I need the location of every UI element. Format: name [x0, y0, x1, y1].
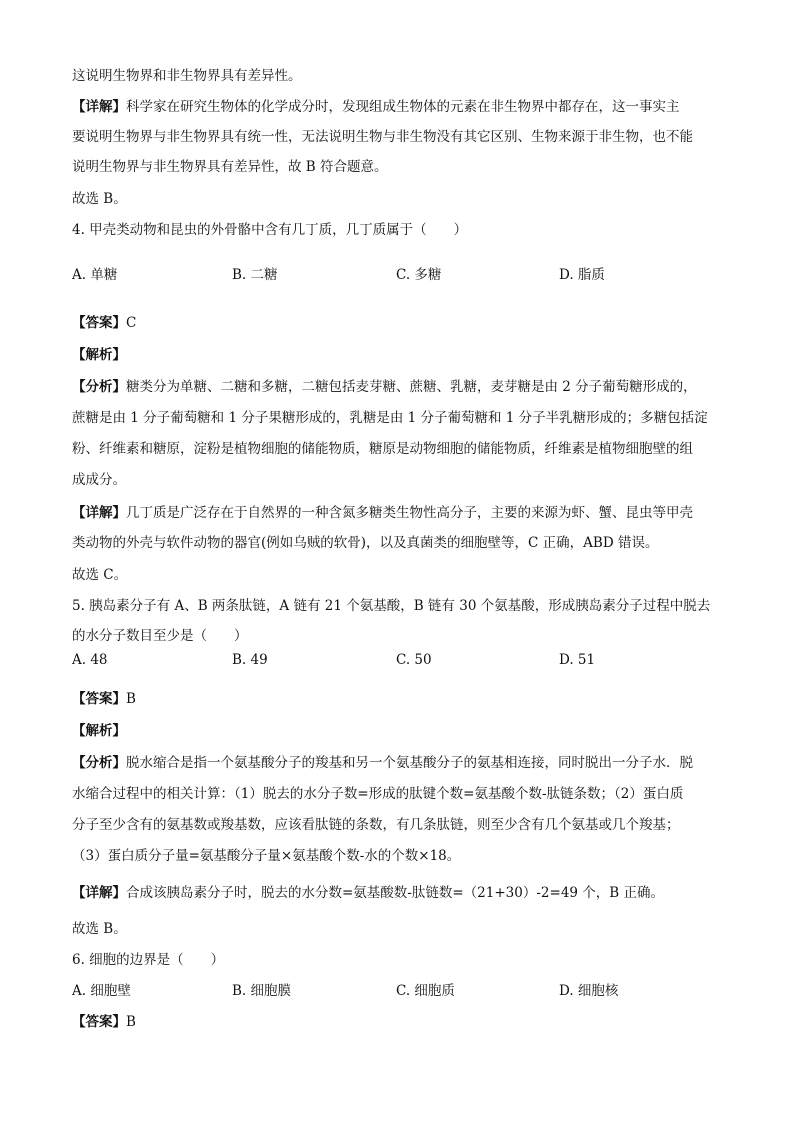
text-line	[72, 1012, 136, 1032]
text-line	[72, 313, 136, 333]
line-text: 水缩合过程中的相关计算：（1）脱去的水分子数=形成的肽键个数=氨基酸个数-肽链条数；（2）蛋白质	[72, 786, 684, 802]
section-tag: 【详解】	[72, 99, 126, 115]
section-tag: 【分析】	[72, 379, 126, 395]
text-line	[72, 220, 467, 240]
answer-option: A. 48	[72, 652, 108, 668]
answer-option: D. 脂质	[559, 267, 605, 283]
text-line	[72, 721, 126, 741]
line-text: 6. 细胞的边界是（ ）	[72, 952, 225, 968]
line-text: 类动物的外壳与软件动物的器官(例如乌贼的软骨)，以及真菌类的细胞壁等，C 正确，ABD 错误。	[72, 535, 659, 551]
line-text: 要说明生物界与非生物界具有统一性，无法说明生物与非生物没有其它区别、生物来源于非生物，也不能	[72, 129, 693, 145]
section-tag: 【解析】	[72, 723, 126, 739]
section-tag: 【详解】	[72, 885, 126, 901]
text-line	[72, 127, 693, 147]
answer-option: D. 51	[559, 652, 596, 668]
answer-option: C. 50	[396, 652, 432, 668]
line-text: 的水分子数目至少是（ ）	[72, 628, 248, 644]
answer-option: B. 二糖	[232, 267, 278, 283]
text-line	[72, 753, 693, 773]
section-tag: 【答案】	[72, 1014, 126, 1030]
line-text: 脱水缩合是指一个氨基酸分子的羧基和另一个氨基酸分子的氨基相连接，同时脱出一分子水．脱	[126, 755, 693, 771]
line-text: 5. 胰岛素分子有 A、B 两条肽链，A 链有 21 个氨基酸，B 链有 30 个氨基酸，形成胰岛素分子过程中脱去	[72, 598, 711, 614]
text-line	[72, 439, 693, 459]
section-tag: 【解析】	[72, 347, 126, 363]
line-text: 成成分。	[72, 472, 126, 488]
line-text: 分子至少含有的氨基数或羧基数，应该看肽链的条数，有几条肽链，则至少含有几个氨基或几个羧基；	[72, 817, 680, 833]
text-line	[72, 503, 693, 523]
text-line	[72, 919, 127, 939]
text-line	[72, 345, 126, 365]
text-line	[72, 157, 388, 177]
answer-option: D. 细胞核	[559, 983, 619, 999]
text-line	[72, 689, 136, 709]
line-text: 说明生物界与非生物界具有差异性，故 B 符合题意。	[72, 159, 388, 175]
text-line	[72, 784, 683, 804]
text-line	[72, 626, 248, 646]
text-line	[72, 66, 302, 86]
text-line	[72, 950, 224, 970]
line-text: 故选 C。	[72, 567, 128, 583]
text-line	[72, 596, 710, 616]
section-tag: 【详解】	[72, 505, 126, 521]
line-text: 4. 甲壳类动物和昆虫的外骨骼中含有几丁质，几丁质属于（ ）	[72, 222, 468, 238]
text-line	[72, 815, 680, 835]
answer-option: B. 细胞膜	[232, 983, 292, 999]
line-text: 故选 B。	[72, 921, 127, 937]
line-text: B	[126, 691, 136, 707]
line-text: 几丁质是广泛存在于自然界的一种含氮多糖类生物性高分子，主要的来源为虾、蟹、昆虫等甲壳	[126, 505, 693, 521]
line-text: 这说明生物界和非生物界具有差异性。	[72, 68, 302, 84]
text-line	[72, 846, 460, 866]
line-text: （3）蛋白质分子量=氨基酸分子量×氨基酸个数-水的个数×18。	[72, 848, 461, 864]
line-text: 故选 B。	[72, 191, 127, 207]
text-line	[72, 533, 658, 553]
section-tag: 【分析】	[72, 755, 126, 771]
text-line	[72, 377, 697, 397]
line-text: C	[126, 315, 137, 331]
line-text: 粉、纤维素和糖原，淀粉是植物细胞的储能物质，糖原是动物细胞的储能物质，纤维素是植物细胞壁的组	[72, 441, 693, 457]
text-line	[72, 470, 126, 490]
answer-option: C. 多糖	[396, 267, 442, 283]
line-text: 合成该胰岛素分子时，脱去的水分数=氨基酸数-肽链数=（21+30）-2=49 个，B 正确。	[126, 885, 664, 901]
text-line	[72, 408, 708, 428]
line-text: 科学家在研究生物体的化学成分时，发现组成生物体的元素在非生物界中都存在，这一事实主	[126, 99, 680, 115]
line-text: 蔗糖是由 1 分子葡萄糖和 1 分子果糖形成的，乳糖是由 1 分子葡萄糖和 1 分子半乳糖形成的；多糖包括淀	[72, 410, 708, 426]
answer-option: B. 49	[232, 652, 268, 668]
text-line	[72, 565, 127, 585]
line-text: 糖类分为单糖、二糖和多糖，二糖包括麦芽糖、蔗糖、乳糖，麦芽糖是由 2 分子葡萄糖形成的，	[126, 379, 697, 395]
section-tag: 【答案】	[72, 315, 126, 331]
answer-option: A. 单糖	[72, 267, 118, 283]
line-text: B	[126, 1014, 136, 1030]
text-line	[72, 883, 664, 903]
text-line	[72, 97, 680, 117]
section-tag: 【答案】	[72, 691, 126, 707]
answer-option: C. 细胞质	[396, 983, 455, 999]
answer-option: A. 细胞壁	[72, 983, 131, 999]
text-line	[72, 189, 127, 209]
